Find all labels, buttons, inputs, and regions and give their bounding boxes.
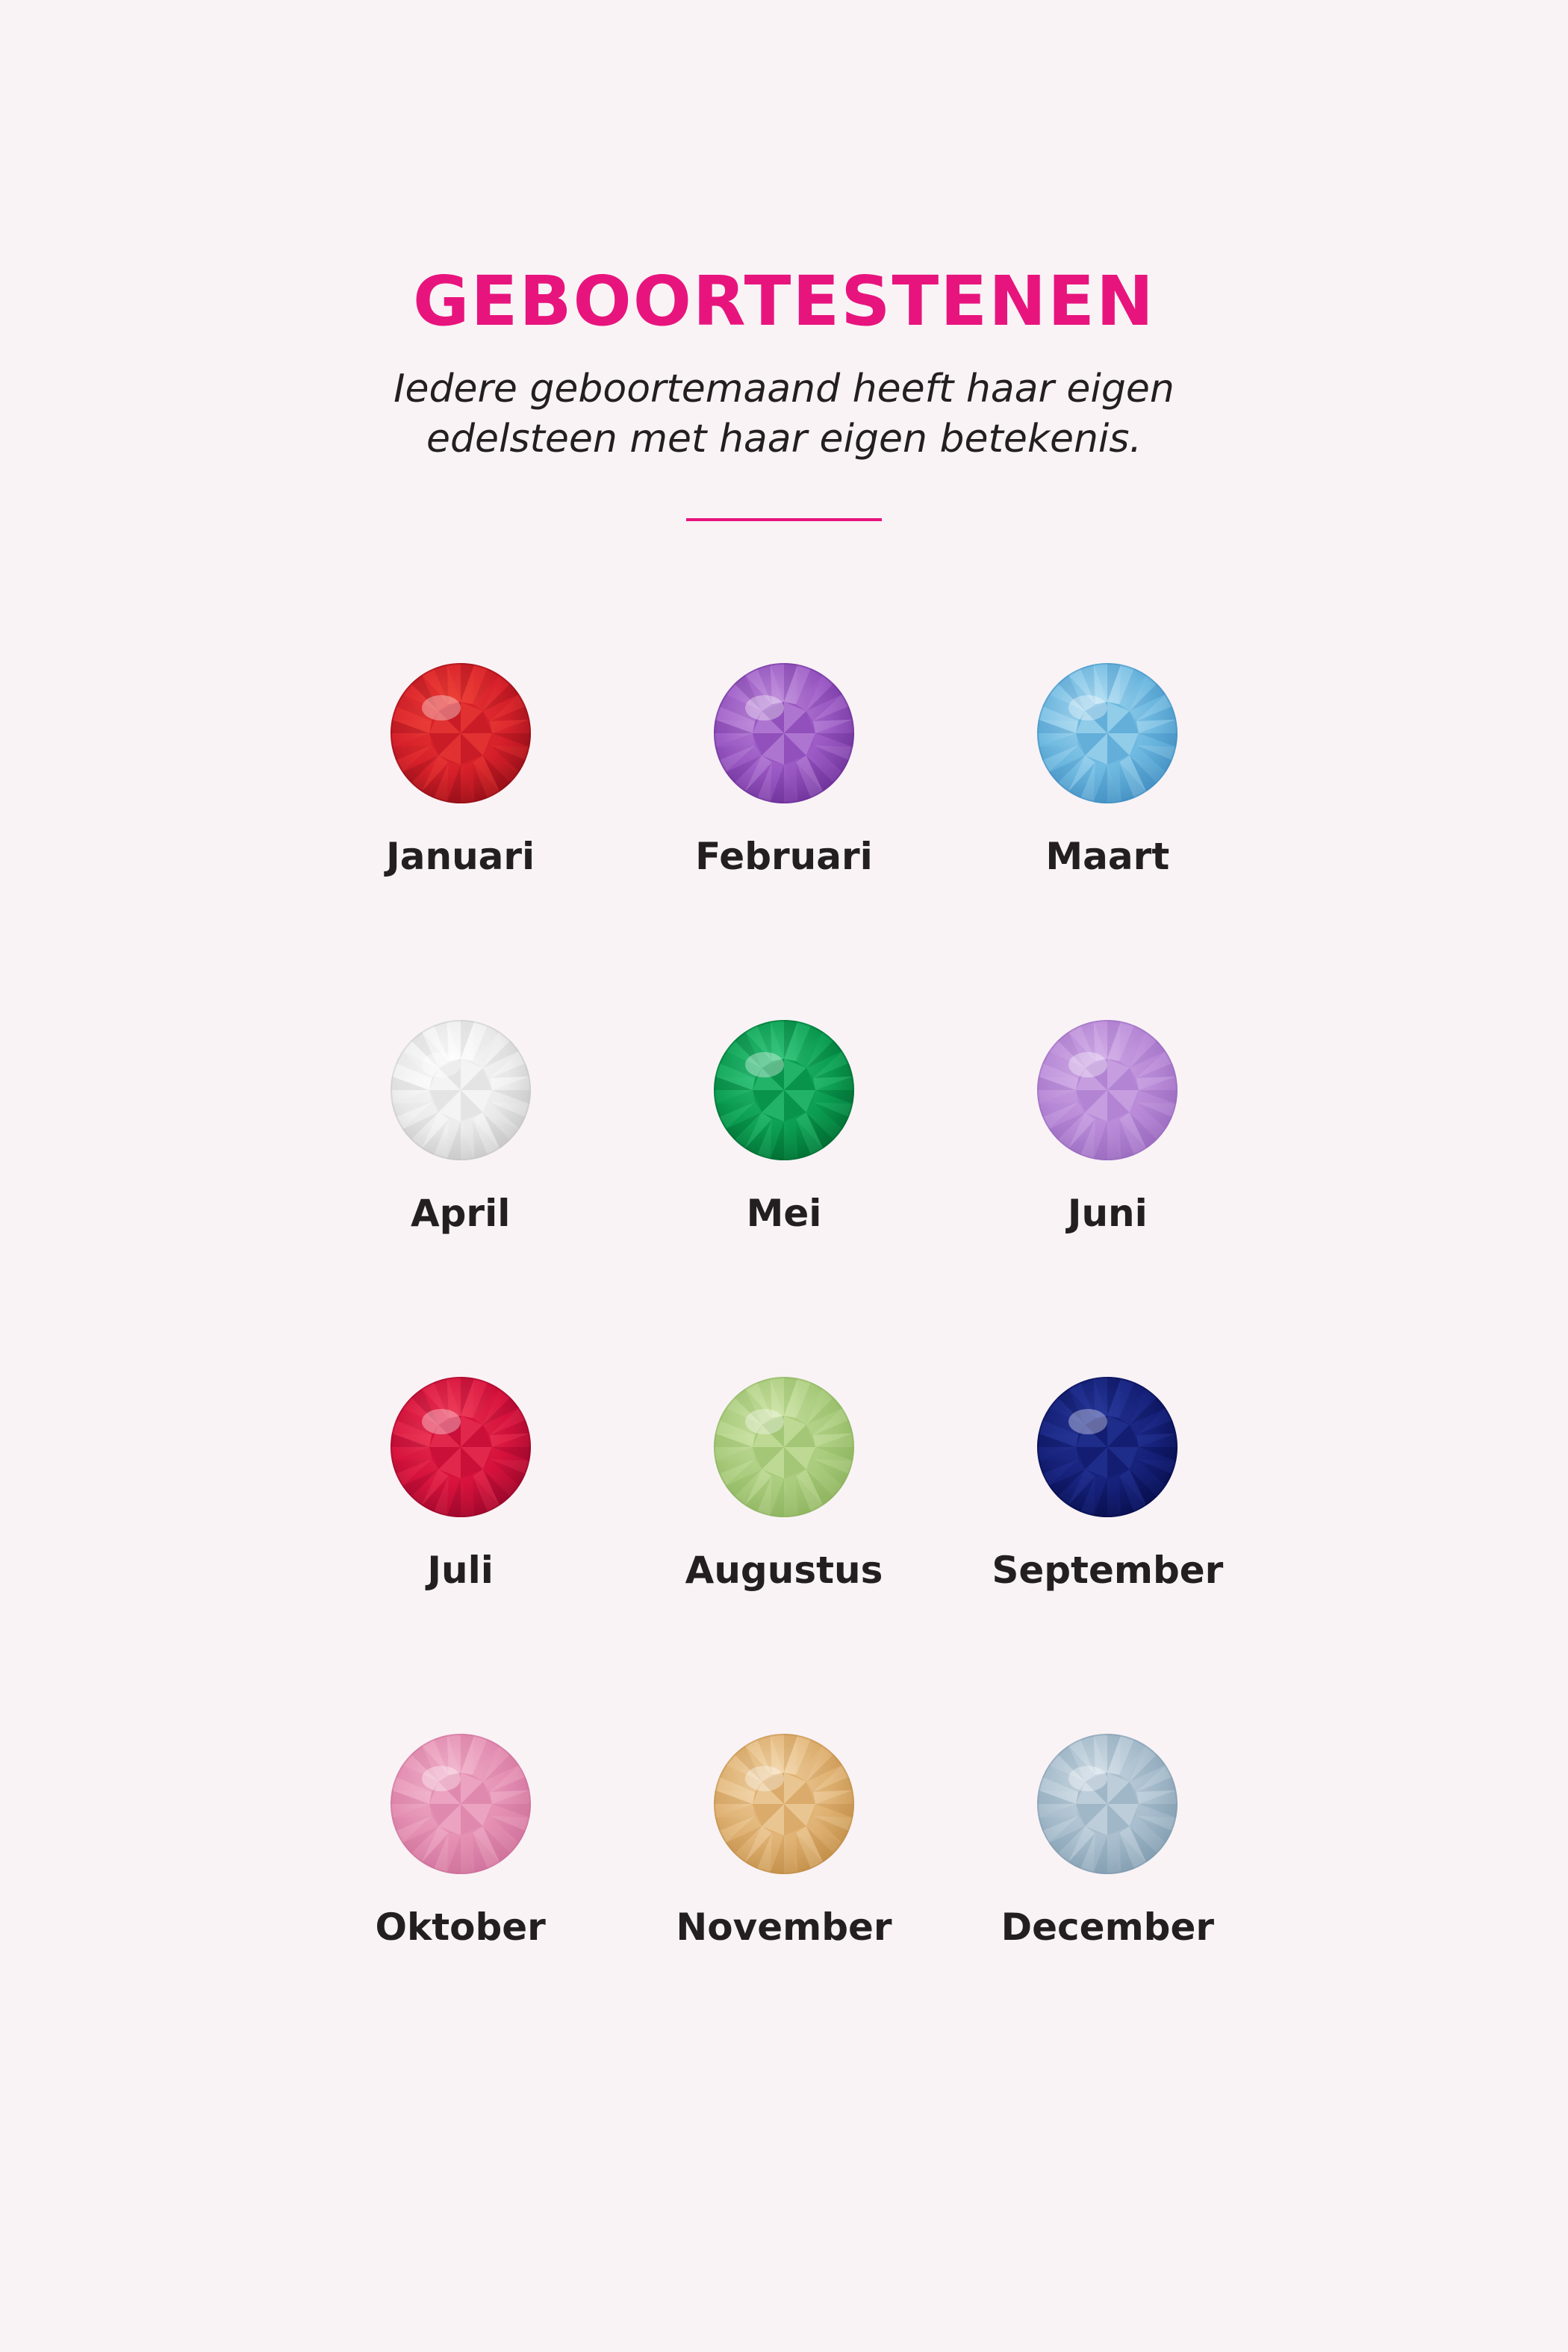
- birthstone-item: [299, 1374, 622, 1731]
- tourmaline-gem-icon: [388, 1731, 534, 1877]
- sapphire-gem-icon: [1034, 1374, 1180, 1520]
- birthstone-item: [946, 1374, 1269, 1731]
- birthstone-item: [622, 1374, 945, 1731]
- month-label: Maart: [1045, 835, 1170, 879]
- topaz-gem-icon: [711, 1731, 857, 1877]
- birthstone-item: [299, 660, 622, 1017]
- month-label: April: [410, 1192, 511, 1236]
- birthstone-item: [622, 1017, 945, 1374]
- month-label: December: [1001, 1905, 1215, 1950]
- page-title: GEBOORTESTENEN: [413, 261, 1155, 341]
- birthstone-item: [946, 1017, 1269, 1374]
- poster-header: [0, 0, 1568, 524]
- birthstone-item: [946, 660, 1269, 1017]
- month-label: Augustus: [685, 1549, 883, 1593]
- divider-wrap: [0, 510, 1568, 524]
- month-label: Juli: [427, 1549, 494, 1593]
- birthstone-grid: [299, 660, 1269, 2088]
- aquamarine-gem-icon: [1034, 660, 1180, 806]
- ruby-gem-icon: [388, 1374, 534, 1520]
- birthstone-item: [299, 1017, 622, 1374]
- month-label: Mei: [746, 1192, 822, 1236]
- page-subtitle: Iedere geboortemaand heeft haar eigen edelsteen met haar eigen betekenis.: [393, 367, 1175, 461]
- month-label: Oktober: [375, 1905, 546, 1950]
- emerald-gem-icon: [711, 1017, 857, 1163]
- garnet-gem-icon: [388, 660, 534, 806]
- divider: [686, 518, 882, 521]
- alexandrite-gem-icon: [1034, 1017, 1180, 1163]
- diamond-gem-icon: [388, 1017, 534, 1163]
- month-label: Januari: [386, 835, 535, 879]
- month-label: November: [676, 1905, 892, 1950]
- month-label: Februari: [695, 835, 873, 879]
- birthstone-item: [622, 1731, 945, 2088]
- tanzanite-gem-icon: [1034, 1731, 1180, 1877]
- birthstone-item: [622, 660, 945, 1017]
- month-label: September: [992, 1549, 1224, 1593]
- birthstone-item: [299, 1731, 622, 2088]
- peridot-gem-icon: [711, 1374, 857, 1520]
- month-label: Juni: [1067, 1192, 1148, 1236]
- birthstone-item: [946, 1731, 1269, 2088]
- amethyst-gem-icon: [711, 660, 857, 806]
